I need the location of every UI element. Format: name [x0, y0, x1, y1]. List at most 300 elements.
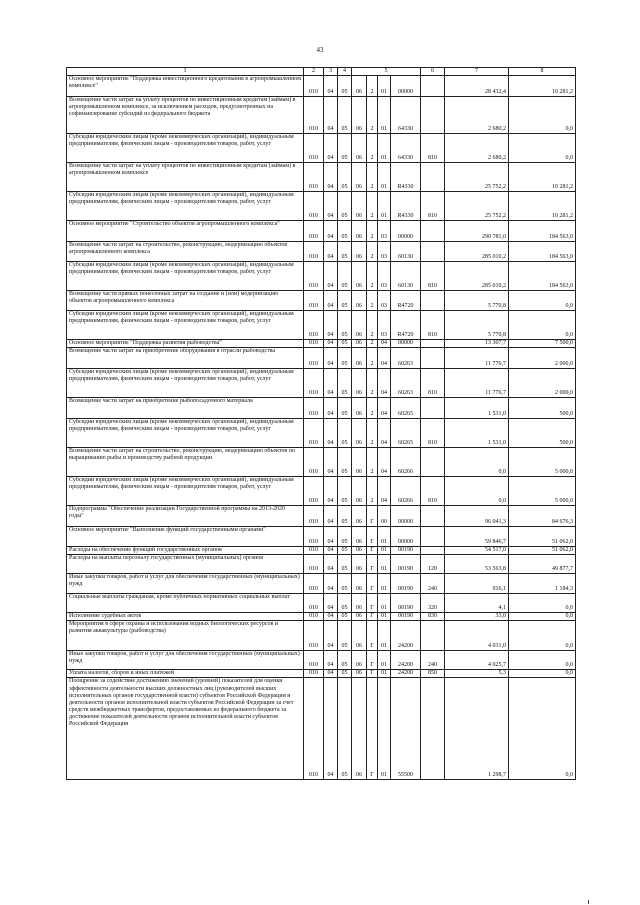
cell-amount-col7: 4 031,0: [445, 621, 509, 651]
header-col-3: 3: [324, 68, 338, 76]
cell-subsection: 05: [338, 134, 352, 163]
cell-event: 01: [378, 613, 391, 621]
cell-event: 01: [378, 527, 391, 547]
cell-ministry: 010: [304, 651, 324, 670]
description-cell: Основное мероприятие "Строительство объектов агропромышленного комплекса": [67, 221, 304, 242]
cell-amount-col8: 0,0: [509, 594, 576, 613]
cell-subsection: 05: [338, 555, 352, 574]
cell-amount-col8: 51 062,0: [509, 547, 576, 555]
cell-event: 01: [378, 651, 391, 670]
cell-direction: 00190: [391, 574, 421, 594]
cell-section: 04: [324, 621, 338, 651]
cell-section: 04: [324, 398, 338, 419]
cell-subprogram: Г: [367, 506, 378, 527]
cell-expense-type: [421, 398, 445, 419]
cell-program: 06: [352, 613, 367, 621]
cell-ministry: 010: [304, 192, 324, 221]
cell-subsection: 05: [338, 311, 352, 340]
cell-amount-col8: 0,0: [509, 97, 576, 134]
cell-event: 01: [378, 134, 391, 163]
cell-event: 03: [378, 221, 391, 242]
header-col-7: 7: [445, 68, 509, 76]
cell-amount-col7: 2 680,2: [445, 97, 509, 134]
cell-direction: 00190: [391, 555, 421, 574]
cell-amount-col7: 290 781,0: [445, 221, 509, 242]
cell-subprogram: 2: [367, 348, 378, 369]
cell-ministry: 010: [304, 574, 324, 594]
cell-ministry: 010: [304, 670, 324, 678]
cell-ministry: 010: [304, 262, 324, 291]
cell-section: 04: [324, 134, 338, 163]
cell-direction: 60265: [391, 398, 421, 419]
cell-subsection: 05: [338, 192, 352, 221]
cell-amount-col8: 5 000,0: [509, 448, 576, 477]
cell-event: 01: [378, 97, 391, 134]
cell-ministry: 010: [304, 242, 324, 262]
cell-direction: 00000: [391, 76, 421, 97]
table-row: [67, 651, 576, 670]
cell-program: 06: [352, 670, 367, 678]
cell-section: 04: [324, 594, 338, 613]
cell-expense-type: [421, 348, 445, 369]
cell-event: 00: [378, 506, 391, 527]
cell-ministry: 010: [304, 398, 324, 419]
table-row: [67, 670, 576, 678]
cell-subsection: 05: [338, 291, 352, 311]
cell-amount-col7: 4,1: [445, 594, 509, 613]
cell-event: 01: [378, 678, 391, 780]
table-row: [67, 97, 576, 134]
cell-subsection: 05: [338, 678, 352, 780]
cell-event: 04: [378, 348, 391, 369]
table-row: [67, 678, 576, 780]
cell-subsection: 05: [338, 506, 352, 527]
table-row: [67, 163, 576, 192]
cell-section: 04: [324, 242, 338, 262]
cell-amount-col8: 5 000,0: [509, 477, 576, 506]
description-cell: Субсидии юридическим лицам (кроме некоммерческих организаций), индивидуальным предпринимателям, физическим лицам - производителям товаров, работ, услуг: [67, 369, 304, 398]
cell-amount-col8: 0,0: [509, 134, 576, 163]
cell-subsection: 05: [338, 340, 352, 348]
cell-amount-col7: 4 025,7: [445, 651, 509, 670]
cell-amount-col8: 10 281,2: [509, 76, 576, 97]
description-cell: Основное мероприятие "Поддержка развития рыбоводства": [67, 340, 304, 348]
cell-ministry: 010: [304, 477, 324, 506]
cell-program: 06: [352, 163, 367, 192]
table-body: [67, 76, 576, 780]
cell-subprogram: 2: [367, 291, 378, 311]
cell-program: 06: [352, 76, 367, 97]
cell-subsection: 05: [338, 163, 352, 192]
cell-program: 06: [352, 291, 367, 311]
cell-subprogram: Г: [367, 547, 378, 555]
cell-amount-col7: 1 531,0: [445, 419, 509, 448]
cell-amount-col7: 59 846,7: [445, 527, 509, 547]
cell-direction: 55500: [391, 678, 421, 780]
cell-expense-type: 240: [421, 651, 445, 670]
cell-subsection: 05: [338, 221, 352, 242]
cell-subprogram: 2: [367, 242, 378, 262]
cell-direction: 24200: [391, 621, 421, 651]
cell-program: 06: [352, 369, 367, 398]
cell-subsection: 05: [338, 369, 352, 398]
page-number: 43: [316, 46, 324, 54]
cell-subprogram: 2: [367, 76, 378, 97]
header-col-8: 8: [509, 68, 576, 76]
cell-expense-type: 810: [421, 134, 445, 163]
table-row: [67, 506, 576, 527]
cell-subprogram: 2: [367, 477, 378, 506]
cell-amount-col8: 184 563,0: [509, 242, 576, 262]
table-row: [67, 621, 576, 651]
description-cell: Возмещение части затрат на уплату процентов по инвестиционным кредитам (займам) в агропромышленном комплексе: [67, 163, 304, 192]
cell-direction: 60130: [391, 262, 421, 291]
table-row: [67, 527, 576, 547]
cell-program: 06: [352, 221, 367, 242]
cell-direction: 00000: [391, 527, 421, 547]
cell-expense-type: 320: [421, 594, 445, 613]
table-row: [67, 242, 576, 262]
cell-program: 06: [352, 311, 367, 340]
header-col-1: 1: [67, 68, 304, 76]
cell-ministry: 010: [304, 613, 324, 621]
cell-program: 06: [352, 547, 367, 555]
cell-section: 04: [324, 311, 338, 340]
cell-direction: 60263: [391, 348, 421, 369]
cell-subprogram: 2: [367, 311, 378, 340]
description-cell: Уплата налогов, сборов и иных платежей: [67, 670, 304, 678]
cell-section: 04: [324, 163, 338, 192]
table-row: [67, 613, 576, 621]
cell-subsection: 05: [338, 547, 352, 555]
cell-section: 04: [324, 477, 338, 506]
cell-subprogram: Г: [367, 527, 378, 547]
cell-direction: 00000: [391, 506, 421, 527]
cell-direction: 60266: [391, 477, 421, 506]
table-row: [67, 547, 576, 555]
description-cell: Мероприятия в сфере охраны и использования водных биологических ресурсов и развития аквакультуры (рыбоводства): [67, 621, 304, 651]
cell-subsection: 05: [338, 594, 352, 613]
cell-program: 06: [352, 97, 367, 134]
cell-direction: 60263: [391, 369, 421, 398]
cell-expense-type: [421, 291, 445, 311]
cell-amount-col7: 54 517,0: [445, 547, 509, 555]
cell-expense-type: [421, 448, 445, 477]
scan-mark: [588, 900, 589, 904]
table-row: [67, 348, 576, 369]
cell-direction: 00000: [391, 221, 421, 242]
table-row: [67, 419, 576, 448]
cell-subsection: 05: [338, 448, 352, 477]
cell-ministry: 010: [304, 678, 324, 780]
cell-subsection: 05: [338, 613, 352, 621]
cell-section: 04: [324, 221, 338, 242]
cell-amount-col8: 2 000,0: [509, 369, 576, 398]
description-cell: Субсидии юридическим лицам (кроме некоммерческих организаций), индивидуальным предпринимателям, физическим лицам - производителям товаров, работ, услуг: [67, 477, 304, 506]
table-row: [67, 76, 576, 97]
cell-event: 04: [378, 477, 391, 506]
cell-amount-col7: 5 770,8: [445, 311, 509, 340]
cell-subsection: 05: [338, 97, 352, 134]
cell-subprogram: Г: [367, 574, 378, 594]
cell-event: 01: [378, 621, 391, 651]
cell-amount-col8: 0,0: [509, 311, 576, 340]
cell-direction: 60130: [391, 242, 421, 262]
cell-program: 06: [352, 594, 367, 613]
cell-event: 03: [378, 311, 391, 340]
cell-event: 01: [378, 670, 391, 678]
cell-program: 06: [352, 621, 367, 651]
cell-amount-col8: 500,0: [509, 398, 576, 419]
cell-direction: R4720: [391, 291, 421, 311]
cell-amount-col8: 0,0: [509, 291, 576, 311]
cell-direction: 00190: [391, 613, 421, 621]
cell-subsection: 05: [338, 76, 352, 97]
cell-amount-col8: 0,0: [509, 670, 576, 678]
cell-direction: 00190: [391, 547, 421, 555]
header-row: [67, 68, 576, 76]
cell-subsection: 05: [338, 651, 352, 670]
cell-expense-type: [421, 163, 445, 192]
cell-subsection: 05: [338, 398, 352, 419]
cell-subprogram: Г: [367, 594, 378, 613]
cell-subprogram: 2: [367, 163, 378, 192]
cell-amount-col8: 0,0: [509, 621, 576, 651]
cell-ministry: 010: [304, 340, 324, 348]
header-col-4: 4: [338, 68, 352, 76]
cell-section: 04: [324, 678, 338, 780]
cell-program: 06: [352, 678, 367, 780]
cell-direction: R4330: [391, 192, 421, 221]
cell-event: 01: [378, 192, 391, 221]
cell-ministry: 010: [304, 97, 324, 134]
cell-event: 03: [378, 291, 391, 311]
cell-expense-type: 830: [421, 613, 445, 621]
cell-expense-type: 810: [421, 477, 445, 506]
cell-section: 04: [324, 613, 338, 621]
cell-section: 04: [324, 76, 338, 97]
description-cell: Расходы на выплаты персоналу государственных (муниципальных) органов: [67, 555, 304, 574]
cell-subprogram: 2: [367, 97, 378, 134]
cell-amount-col7: 28 432,4: [445, 76, 509, 97]
cell-direction: 64330: [391, 97, 421, 134]
cell-amount-col8: 51 062,0: [509, 527, 576, 547]
cell-ministry: 010: [304, 369, 324, 398]
cell-subsection: 05: [338, 477, 352, 506]
cell-ministry: 010: [304, 419, 324, 448]
cell-ministry: 010: [304, 448, 324, 477]
description-cell: Возмещение части затрат на приобретение оборудования в отрасли рыбоводства: [67, 348, 304, 369]
cell-expense-type: 120: [421, 555, 445, 574]
cell-ministry: 010: [304, 594, 324, 613]
description-cell: Иные закупки товаров, работ и услуг для обеспечения государственных (муниципальных) нужд: [67, 651, 304, 670]
description-cell: Основное мероприятие "Выполнение функций государственными органами": [67, 527, 304, 547]
cell-amount-col7: 13 307,7: [445, 340, 509, 348]
cell-subprogram: Г: [367, 678, 378, 780]
cell-expense-type: 810: [421, 262, 445, 291]
table-row: [67, 262, 576, 291]
cell-expense-type: 810: [421, 369, 445, 398]
table-row: [67, 134, 576, 163]
cell-program: 06: [352, 192, 367, 221]
cell-section: 04: [324, 555, 338, 574]
cell-program: 06: [352, 419, 367, 448]
cell-section: 04: [324, 291, 338, 311]
cell-event: 01: [378, 76, 391, 97]
cell-ministry: 010: [304, 621, 324, 651]
table-row: [67, 574, 576, 594]
header-col-6: 6: [421, 68, 445, 76]
table-row: [67, 555, 576, 574]
cell-section: 04: [324, 670, 338, 678]
cell-subprogram: 2: [367, 340, 378, 348]
table-row: [67, 291, 576, 311]
cell-subprogram: 2: [367, 419, 378, 448]
description-cell: Социальные выплаты гражданам, кроме публичных нормативных социальных выплат: [67, 594, 304, 613]
cell-amount-col7: 53 563,8: [445, 555, 509, 574]
description-cell: Субсидии юридическим лицам (кроме некоммерческих организаций), индивидуальным предпринимателям, физическим лицам - производителям товаров, работ, услуг: [67, 134, 304, 163]
cell-amount-col7: 285 010,2: [445, 262, 509, 291]
cell-program: 06: [352, 651, 367, 670]
cell-direction: 24200: [391, 670, 421, 678]
table-row: [67, 192, 576, 221]
description-cell: Возмещение части затрат на строительство, реконструкцию, модернизацию объектов агропромышленного комплекса: [67, 242, 304, 262]
cell-subprogram: Г: [367, 621, 378, 651]
cell-ministry: 010: [304, 348, 324, 369]
cell-event: 04: [378, 419, 391, 448]
cell-direction: 64330: [391, 134, 421, 163]
cell-subprogram: 2: [367, 262, 378, 291]
description-cell: Субсидии юридическим лицам (кроме некоммерческих организаций), индивидуальным предпринимателям, физическим лицам - производителям товаров, работ, услуг: [67, 311, 304, 340]
cell-event: 01: [378, 163, 391, 192]
cell-ministry: 010: [304, 134, 324, 163]
cell-subsection: 05: [338, 670, 352, 678]
cell-amount-col8: 49 877,7: [509, 555, 576, 574]
cell-amount-col8: 2 000,0: [509, 348, 576, 369]
cell-subsection: 05: [338, 621, 352, 651]
cell-program: 06: [352, 527, 367, 547]
table-row: [67, 477, 576, 506]
cell-event: 01: [378, 594, 391, 613]
cell-expense-type: [421, 678, 445, 780]
cell-direction: 24200: [391, 651, 421, 670]
cell-program: 06: [352, 574, 367, 594]
cell-subsection: 05: [338, 574, 352, 594]
cell-program: 06: [352, 340, 367, 348]
cell-expense-type: [421, 621, 445, 651]
cell-amount-col7: 0,0: [445, 477, 509, 506]
cell-ministry: 010: [304, 221, 324, 242]
description-cell: Расходы на обеспечение функций государственных органов: [67, 547, 304, 555]
cell-subsection: 05: [338, 527, 352, 547]
cell-expense-type: [421, 527, 445, 547]
cell-program: 06: [352, 555, 367, 574]
description-cell: Субсидии юридическим лицам (кроме некоммерческих организаций), индивидуальным предпринимателям, физическим лицам - производителям товаров, работ, услуг: [67, 419, 304, 448]
cell-subsection: 05: [338, 262, 352, 291]
cell-section: 04: [324, 419, 338, 448]
cell-amount-col7: 1 298,7: [445, 678, 509, 780]
cell-section: 04: [324, 547, 338, 555]
cell-expense-type: [421, 76, 445, 97]
cell-ministry: 010: [304, 291, 324, 311]
cell-section: 04: [324, 574, 338, 594]
cell-expense-type: [421, 242, 445, 262]
cell-expense-type: [421, 506, 445, 527]
cell-subsection: 05: [338, 419, 352, 448]
cell-expense-type: [421, 547, 445, 555]
cell-ministry: 010: [304, 547, 324, 555]
cell-direction: 60266: [391, 448, 421, 477]
description-cell: Возмещение части затрат на уплату процентов по инвестиционным кредитам (займам) в агропромышленном комплексе, за исключением расходов, предусмотренных на софинансирование субсидий из федерального бюджета: [67, 97, 304, 134]
cell-amount-col8: 0,0: [509, 651, 576, 670]
description-cell: Субсидии юридическим лицам (кроме некоммерческих организаций), индивидуальным предпринимателям, физическим лицам - производителям товаров, работ, услуг: [67, 192, 304, 221]
cell-ministry: 010: [304, 527, 324, 547]
cell-subsection: 05: [338, 242, 352, 262]
cell-program: 06: [352, 398, 367, 419]
cell-program: 06: [352, 242, 367, 262]
cell-program: 06: [352, 348, 367, 369]
cell-amount-col8: 0,0: [509, 613, 576, 621]
cell-amount-col7: 2 680,2: [445, 134, 509, 163]
cell-amount-col7: 25 752,2: [445, 192, 509, 221]
cell-program: 06: [352, 448, 367, 477]
cell-direction: R4720: [391, 311, 421, 340]
description-cell: Исполнение судебных актов: [67, 613, 304, 621]
cell-subprogram: Г: [367, 613, 378, 621]
cell-section: 04: [324, 262, 338, 291]
cell-section: 04: [324, 192, 338, 221]
cell-subprogram: 2: [367, 369, 378, 398]
cell-amount-col7: 5 770,8: [445, 291, 509, 311]
cell-expense-type: 810: [421, 311, 445, 340]
cell-ministry: 010: [304, 555, 324, 574]
description-cell: Возмещение части затрат на строительство, реконструкцию, модернизацию объектов по выращиванию рыбы и производству рыбной продукции: [67, 448, 304, 477]
cell-expense-type: 240: [421, 574, 445, 594]
cell-amount-col8: 10 281,2: [509, 163, 576, 192]
cell-subprogram: 2: [367, 192, 378, 221]
cell-amount-col8: 10 281,2: [509, 192, 576, 221]
cell-event: 04: [378, 369, 391, 398]
cell-event: 04: [378, 340, 391, 348]
cell-event: 03: [378, 262, 391, 291]
cell-subprogram: 2: [367, 221, 378, 242]
cell-direction: R4330: [391, 163, 421, 192]
cell-amount-col7: 916,1: [445, 574, 509, 594]
description-cell: Основное мероприятие "Поддержка инвестиционного кредитования в агропромышленном комплексе": [67, 76, 304, 97]
cell-expense-type: 810: [421, 192, 445, 221]
cell-section: 04: [324, 97, 338, 134]
description-cell: Подпрограмма "Обеспечение реализации Государственной программы на 2013-2020 годы": [67, 506, 304, 527]
cell-section: 04: [324, 506, 338, 527]
cell-direction: 00000: [391, 340, 421, 348]
description-cell: Возмещение части затрат на приобретение рыбопосадочного материала: [67, 398, 304, 419]
cell-amount-col7: 5,3: [445, 670, 509, 678]
description-cell: Иные закупки товаров, работ и услуг для обеспечения государственных (муниципальных) нужд: [67, 574, 304, 594]
cell-direction: 00190: [391, 594, 421, 613]
cell-event: 01: [378, 574, 391, 594]
cell-program: 06: [352, 134, 367, 163]
table-row: [67, 340, 576, 348]
cell-expense-type: [421, 221, 445, 242]
description-cell: Субсидии юридическим лицам (кроме некоммерческих организаций), индивидуальным предпринимателям, физическим лицам - производителям товаров, работ, услуг: [67, 262, 304, 291]
cell-section: 04: [324, 527, 338, 547]
cell-ministry: 010: [304, 506, 324, 527]
header-col-2: 2: [304, 68, 324, 76]
cell-event: 01: [378, 555, 391, 574]
cell-subsection: 05: [338, 348, 352, 369]
cell-amount-col7: 11 776,7: [445, 369, 509, 398]
header-col-5: 5: [352, 68, 421, 76]
